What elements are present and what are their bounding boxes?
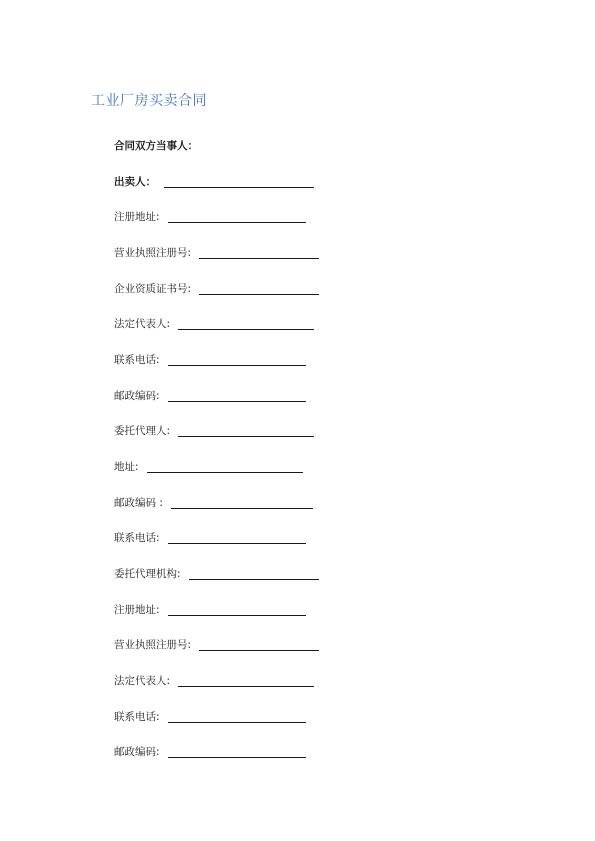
fill-blank[interactable] [168,210,306,223]
field-label: 地址: [114,461,139,473]
field-label: 法定代表人: [114,318,171,330]
field-row-postal-code [114,389,306,403]
field-label: 联系电话: [114,532,160,544]
field-row-address [114,460,303,474]
fill-blank[interactable] [164,175,314,188]
field-label: 联系电话: [114,354,160,366]
fill-blank[interactable] [171,496,313,509]
field-label: 邮政编码 : [114,497,163,509]
fill-blank[interactable] [199,246,319,259]
field-label: 委托代理人: [114,425,171,437]
field-row-registered-address [114,603,306,617]
field-row-business-license [114,246,319,260]
field-row-agency [114,567,319,581]
fill-blank[interactable] [199,282,319,295]
field-row-phone [114,531,306,545]
field-row-phone [114,353,306,367]
fill-blank[interactable] [168,745,306,758]
field-label: 委托代理机构: [114,568,181,580]
fill-blank[interactable] [168,389,306,402]
field-label: 营业执照注册号: [114,247,192,259]
fill-blank[interactable] [168,531,306,544]
fill-blank[interactable] [168,710,306,723]
field-label: 企业资质证书号: [114,283,192,295]
fill-blank[interactable] [178,317,314,330]
fill-blank[interactable] [168,353,306,366]
field-label: 联系电话: [114,711,160,723]
field-label: 邮政编码: [114,746,160,758]
fill-blank[interactable] [168,603,306,616]
fill-blank[interactable] [199,638,319,651]
fill-blank[interactable] [147,460,303,473]
fill-blank[interactable] [178,674,314,687]
field-row-postal-code [114,496,313,510]
parties-heading: 合同双方当事人： [114,140,198,152]
fill-blank[interactable] [189,567,319,580]
field-row-agent [114,424,314,438]
field-row-postal-code [114,745,306,759]
field-row-legal-representative [114,674,314,688]
field-label: 法定代表人: [114,675,171,687]
field-label: 营业执照注册号: [114,639,192,651]
document-title: 工业厂房买卖合同 [91,93,207,109]
field-label: 出卖人： [114,176,156,188]
field-row-phone [114,710,306,724]
field-row-qualification-cert [114,282,319,296]
field-label: 注册地址: [114,604,160,616]
field-label: 邮政编码: [114,390,160,402]
field-row-registered-address [114,210,306,224]
field-row-seller [114,175,314,189]
field-row-business-license [114,638,319,652]
field-row-legal-representative [114,317,314,331]
field-label: 注册地址: [114,211,160,223]
fill-blank[interactable] [178,424,314,437]
